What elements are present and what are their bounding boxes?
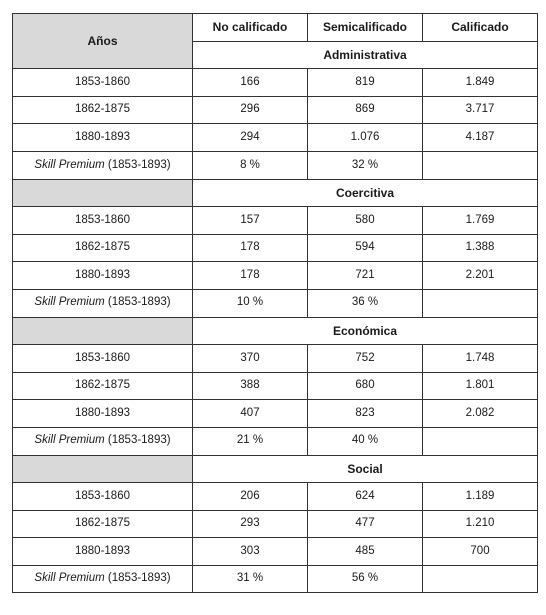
table-row xyxy=(13,69,538,97)
skill-premium-range: (1853-1893) xyxy=(107,296,171,309)
period-cell: 1880-1893 xyxy=(13,262,193,290)
table-row xyxy=(13,483,538,511)
unskilled-cell: 206 xyxy=(193,483,308,511)
header-skilled: Calificado xyxy=(423,14,538,42)
period-cell: 1880-1893 xyxy=(13,124,193,152)
skill-premium-label: Skill Premium xyxy=(34,296,105,309)
table-body xyxy=(13,69,538,593)
skill-premium-row xyxy=(13,151,538,179)
unskilled-cell: 303 xyxy=(193,538,308,566)
table-row xyxy=(13,234,538,262)
skill-premium-range: (1853-1893) xyxy=(107,158,171,171)
skill-premium-range: (1853-1893) xyxy=(107,572,171,585)
period-cell: 1862-1875 xyxy=(13,234,193,262)
wages-table xyxy=(12,13,538,593)
skill-premium-label-cell xyxy=(13,427,193,455)
skill-premium-semiskilled-cell: 56 % xyxy=(308,565,423,593)
semiskilled-cell: 823 xyxy=(308,400,423,428)
semiskilled-cell: 594 xyxy=(308,234,423,262)
header-semiskilled: Semicalificado xyxy=(308,14,423,42)
period-cell: 1853-1860 xyxy=(13,69,193,97)
period-cell: 1862-1875 xyxy=(13,510,193,538)
header-years: Años xyxy=(13,14,193,69)
semiskilled-cell: 869 xyxy=(308,96,423,124)
section-year-gap xyxy=(13,455,193,483)
period-cell: 1862-1875 xyxy=(13,96,193,124)
skill-premium-skilled-cell xyxy=(423,289,538,317)
section-title: Administrativa xyxy=(193,41,538,69)
section-row xyxy=(13,179,538,207)
unskilled-cell: 296 xyxy=(193,96,308,124)
skill-premium-row xyxy=(13,427,538,455)
skilled-cell: 1.849 xyxy=(423,69,538,97)
semiskilled-cell: 624 xyxy=(308,483,423,511)
period-cell: 1880-1893 xyxy=(13,400,193,428)
header-unskilled: No calificado xyxy=(193,14,308,42)
table-row xyxy=(13,96,538,124)
period-cell: 1853-1860 xyxy=(13,207,193,235)
unskilled-cell: 157 xyxy=(193,207,308,235)
period-cell: 1880-1893 xyxy=(13,538,193,566)
period-cell: 1853-1860 xyxy=(13,345,193,373)
skill-premium-label-cell xyxy=(13,565,193,593)
skill-premium-row xyxy=(13,565,538,593)
skilled-cell: 3.717 xyxy=(423,96,538,124)
unskilled-cell: 178 xyxy=(193,234,308,262)
period-cell: 1862-1875 xyxy=(13,372,193,400)
skill-premium-semiskilled-cell: 40 % xyxy=(308,427,423,455)
skilled-cell: 1.210 xyxy=(423,510,538,538)
table-row xyxy=(13,345,538,373)
period-cell: 1853-1860 xyxy=(13,483,193,511)
section-year-gap xyxy=(13,179,193,207)
skill-premium-unskilled-cell: 21 % xyxy=(193,427,308,455)
table-row xyxy=(13,124,538,152)
skill-premium-row xyxy=(13,289,538,317)
skill-premium-semiskilled-cell: 36 % xyxy=(308,289,423,317)
section-row xyxy=(13,455,538,483)
semiskilled-cell: 1.076 xyxy=(308,124,423,152)
unskilled-cell: 166 xyxy=(193,69,308,97)
skill-premium-unskilled-cell: 31 % xyxy=(193,565,308,593)
section-title: Coercitiva xyxy=(193,179,538,207)
skill-premium-unskilled-cell: 10 % xyxy=(193,289,308,317)
unskilled-cell: 407 xyxy=(193,400,308,428)
semiskilled-cell: 819 xyxy=(308,69,423,97)
table-row xyxy=(13,207,538,235)
unskilled-cell: 294 xyxy=(193,124,308,152)
skill-premium-label-cell xyxy=(13,151,193,179)
skilled-cell: 1.801 xyxy=(423,372,538,400)
unskilled-cell: 388 xyxy=(193,372,308,400)
skill-premium-label-cell xyxy=(13,289,193,317)
skill-premium-range: (1853-1893) xyxy=(107,434,171,447)
skilled-cell: 4.187 xyxy=(423,124,538,152)
skill-premium-label: Skill Premium xyxy=(34,158,105,171)
skill-premium-label: Skill Premium xyxy=(34,572,105,585)
skilled-cell: 1.388 xyxy=(423,234,538,262)
skill-premium-semiskilled-cell: 32 % xyxy=(308,151,423,179)
skill-premium-label: Skill Premium xyxy=(34,434,105,447)
table-row xyxy=(13,510,538,538)
skill-premium-skilled-cell xyxy=(423,151,538,179)
unskilled-cell: 178 xyxy=(193,262,308,290)
skilled-cell: 1.769 xyxy=(423,207,538,235)
skill-premium-unskilled-cell: 8 % xyxy=(193,151,308,179)
semiskilled-cell: 580 xyxy=(308,207,423,235)
skill-premium-skilled-cell xyxy=(423,427,538,455)
skill-premium-skilled-cell xyxy=(423,565,538,593)
skilled-cell: 2.201 xyxy=(423,262,538,290)
semiskilled-cell: 721 xyxy=(308,262,423,290)
semiskilled-cell: 680 xyxy=(308,372,423,400)
skilled-cell: 1.748 xyxy=(423,345,538,373)
skilled-cell: 1.189 xyxy=(423,483,538,511)
section-title: Social xyxy=(193,455,538,483)
table-row xyxy=(13,372,538,400)
table-row xyxy=(13,538,538,566)
section-row xyxy=(13,317,538,345)
skilled-cell: 700 xyxy=(423,538,538,566)
section-title: Económica xyxy=(193,317,538,345)
skilled-cell: 2.082 xyxy=(423,400,538,428)
semiskilled-cell: 477 xyxy=(308,510,423,538)
table-row xyxy=(13,262,538,290)
table-row xyxy=(13,400,538,428)
semiskilled-cell: 485 xyxy=(308,538,423,566)
unskilled-cell: 293 xyxy=(193,510,308,538)
unskilled-cell: 370 xyxy=(193,345,308,373)
section-year-gap xyxy=(13,317,193,345)
semiskilled-cell: 752 xyxy=(308,345,423,373)
header-row xyxy=(13,14,538,42)
